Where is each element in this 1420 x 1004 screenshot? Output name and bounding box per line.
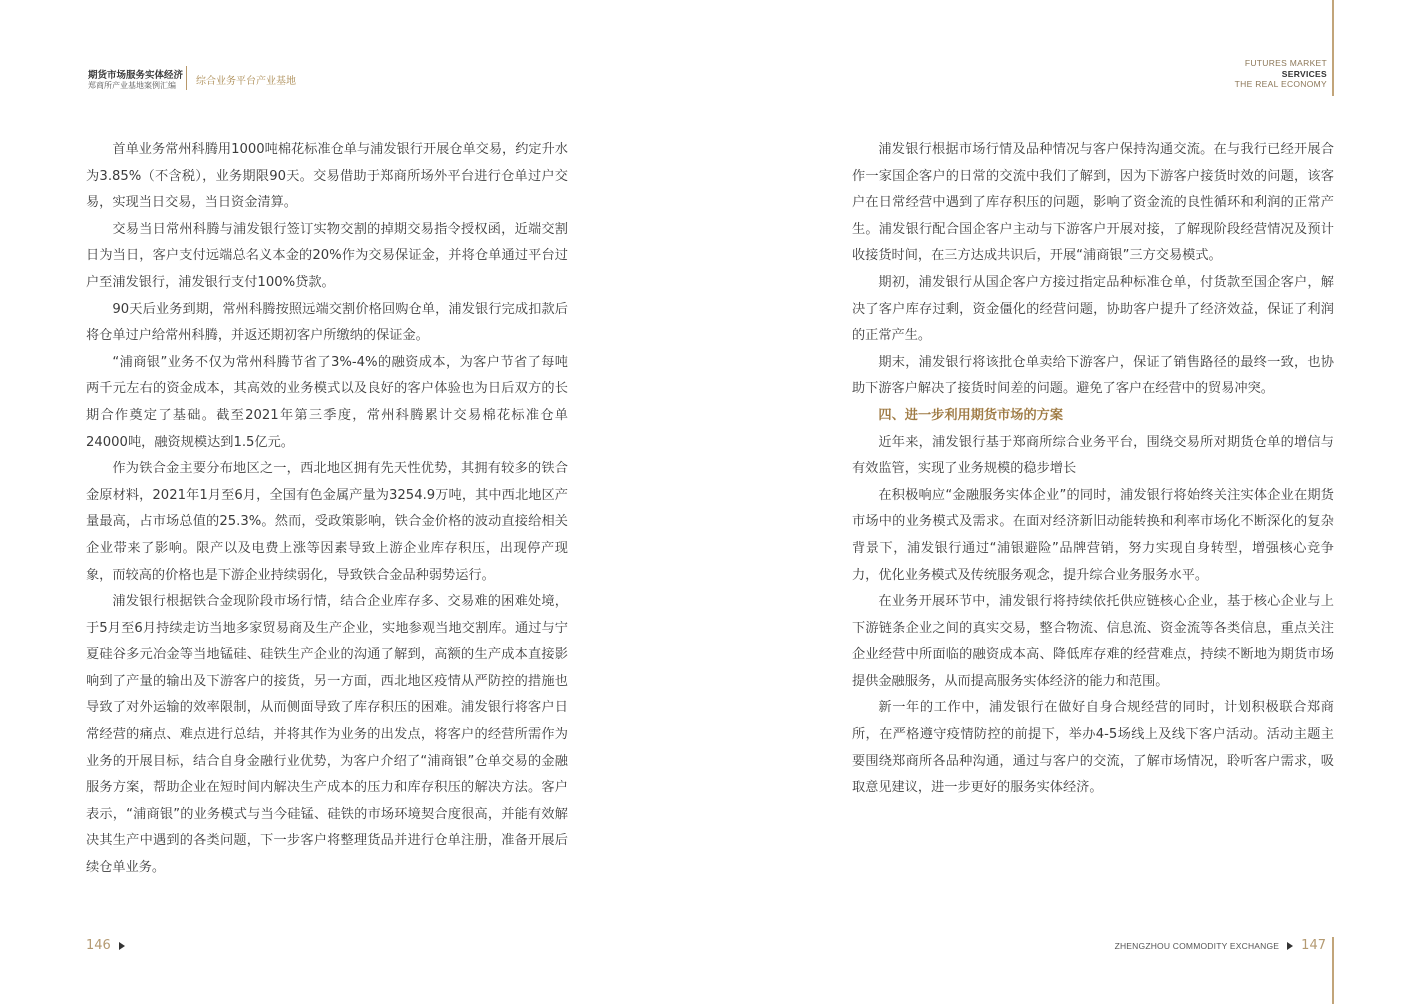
tagline-line-3: THE REAL ECONOMY [1234, 79, 1327, 89]
left-page-number: 146 [86, 938, 111, 953]
right-page-number: 147 [1301, 938, 1326, 953]
left-paragraph: 作为铁合金主要分布地区之一，西北地区拥有先天性优势，其拥有较多的铁合金原材料，2021年1月至6月，全国有色金属产量为3254.9万吨，其中西北地区产量最高，占市场总值的25.3%。然而，受政策影响，铁合金价格的波动直接给相关企业带来了影响。限产以及电费上涨等因素导致上游企业库存积压，出现停产现象，而较高的价格也是下游企业持续弱化，导致铁合金品种弱势运行。 [86, 461, 568, 583]
left-page-footer [86, 938, 125, 953]
right-paragraph: 浦发银行根据市场行情及品种情况与客户保持沟通交流。在与我行已经开展合作一家国企客户的日常的交流中我们了解到，因为下游客户接货时效的问题，该客户在日常经营中遇到了库存积压的问题，影响了资金流的良性循环和利润的正常产生。浦发银行配合国企客户主动与下游客户开展对接，了解现阶段经营情况及预计收接货时间，在三方达成共识后，开展“浦商银”三方交易模式。 [852, 142, 1334, 264]
right-paragraph: 在积极响应“金融服务实体企业”的同时，浦发银行将始终关注实体企业在期货市场中的业务模式及需求。在面对经济新旧动能转换和利率市场化不断深化的复杂背景下，浦发银行通过“浦银避险”品牌营销，努力实现自身转型，增强核心竞争力，优化业务模式及传统服务观念，提升综合业务服务水平。 [852, 487, 1334, 583]
tagline-line-1: FUTURES MARKET [1244, 58, 1327, 68]
left-page-body [86, 137, 568, 882]
tagline-line-2: SERVICES [1281, 68, 1327, 79]
triangle-right-icon [1287, 942, 1293, 950]
right-paragraph: 期末，浦发银行将该批仓单卖给下游客户，保证了销售路径的最终一致，也协助下游客户解决了接货时间差的问题。避免了客户在经营中的贸易冲突。 [852, 354, 1334, 397]
right-paragraph: 在业务开展环节中，浦发银行将持续依托供应链核心企业，基于核心企业与上下游链条企业之间的真实交易，整合物流、信息流、资金流等各类信息，重点关注企业经营中所面临的融资成本高、降低库存难的经营难点，持续不断地为期货市场提供金融服务，从而提高服务实体经济的能力和范围。 [852, 594, 1334, 689]
header-divider [186, 66, 187, 90]
right-paragraph: 期初，浦发银行从国企客户方接过指定品种标准仓单，付货款至国企客户，解决了客户库存过剩，资金僵化的经营问题，协助客户提升了经济效益，保证了利润的正常产生。 [852, 274, 1334, 344]
left-paragraph: 交易当日常州科腾与浦发银行签订实物交割的掉期交易指令授权函，近端交割日为当日，客户支付远端总名义本金的20%作为交易保证金，并将仓单通过平台过户至浦发银行，浦发银行支付100%贷款。 [86, 221, 568, 290]
header-section: 综合业务平台产业基地 [196, 76, 296, 87]
header-title: 期货市场服务实体经济 [88, 70, 184, 81]
footer-organization: ZHENGZHOU COMMODITY EXCHANGE [1114, 940, 1280, 951]
right-page-footer [1115, 938, 1326, 953]
left-paragraph: 90天后业务到期，常州科腾按照远端交割价格回购仓单，浦发银行完成扣款后将仓单过户给常州科腾，并返还期初客户所缴纳的保证金。 [86, 301, 568, 344]
right-margin-rule-top [1332, 0, 1334, 96]
right-margin-rule-bottom [1332, 937, 1334, 1004]
left-paragraph: 浦发银行根据铁合金现阶段市场行情，结合企业库存多、交易难的困难处境，于5月至6月持续走访当地多家贸易商及生产企业，实地参观当地交割库。通过与宁夏硅谷多元冶金等当地锰硅、硅铁生产企业的沟通了解到，高额的生产成本直接影响到了产量的输出及下游客户的接货，另一方面，西北地区疫情从严防控的措施也导致了对外运输的效率限制，从而侧面导致了库存积压的困难。浦发银行将客户日常经营的痛点、难点进行总结，并将其作为业务的出发点，将客户的经营所需作为业务的开展目标，结合自身金融行业优势，为客户介绍了“浦商银”仓单交易的金融服务方案，帮助企业在短时间内解决生产成本的压力和库存积压的解决方法。客户表示，“浦商银”的业务模式与当今硅锰、硅铁的市场环境契合度很高，并能有效解决其生产中遇到的各类问题，下一步客户将整理货品并进行仓单注册，准备开展后续仓单业务。 [86, 594, 568, 876]
header-right-tagline [1235, 58, 1327, 90]
right-page-body [852, 137, 1334, 802]
right-paragraph: 近年来，浦发银行基于郑商所综合业务平台，围绕交易所对期货仓单的增信与有效监管，实现了业务规模的稳步增长 [852, 434, 1334, 477]
triangle-right-icon [119, 942, 125, 950]
left-paragraph: “浦商银”业务不仅为常州科腾节省了3%-4%的融资成本，为客户节省了每吨两千元左右的资金成本，其高效的业务模式以及良好的客户体验也为日后双方的长期合作奠定了基础。截至2021年第三季度，常州科腾累计交易棉花标准仓单24000吨，融资规模达到1.5亿元。 [86, 354, 568, 450]
section-heading: 四、进一步利用期货市场的方案 [878, 407, 1064, 423]
right-paragraph: 新一年的工作中，浦发银行在做好自身合规经营的同时，计划积极联合郑商所，在严格遵守疫情防控的前提下，举办4-5场线上及线下客户活动。活动主题主要围绕郑商所各品种沟通，通过与客户的交流，了解市场情况，聆听客户需求，吸取意见建议，进一步更好的服务实体经济。 [852, 700, 1334, 796]
left-paragraph: 首单业务常州科腾用1000吨棉花标准仓单与浦发银行开展仓单交易，约定升水为3.85%（不含税），业务期限90天。交易借助于郑商所场外平台进行仓单过户交易，实现当日交易，当日资金清算。 [86, 142, 568, 211]
header-subtitle: 郑商所产业基地案例汇编 [88, 81, 176, 90]
